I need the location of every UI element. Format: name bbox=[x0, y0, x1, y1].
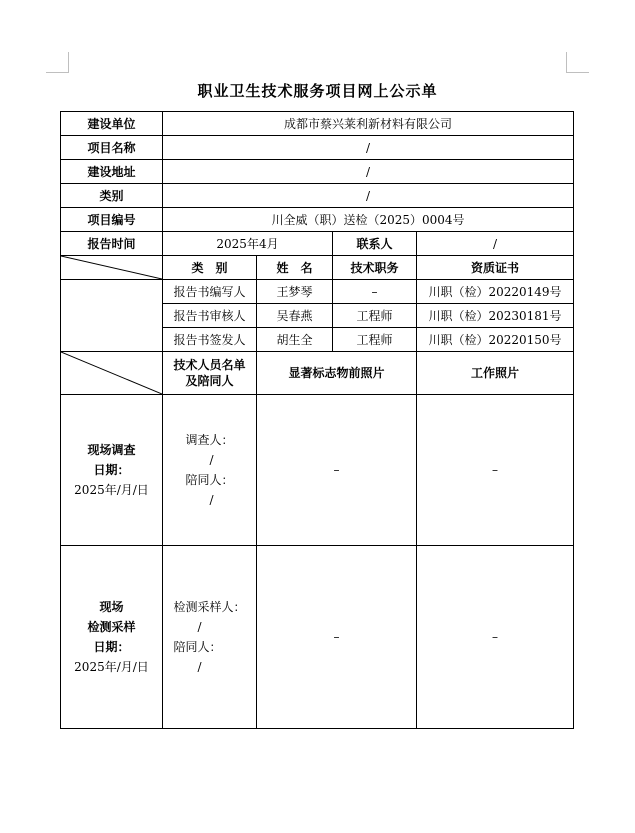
label-construction-address: 建设地址 bbox=[61, 160, 163, 184]
row-report-time bbox=[61, 232, 574, 256]
row-project-number bbox=[61, 208, 574, 232]
staff-role: 报告书审核人 bbox=[163, 304, 257, 328]
site-survey-work-photo: – bbox=[417, 395, 574, 546]
site-sampling-staff-cell bbox=[163, 546, 257, 729]
site-survey-label-cell bbox=[61, 395, 163, 546]
document-title: 职业卫生技术服务项目网上公示单 bbox=[197, 82, 438, 100]
value-project-name: / bbox=[163, 136, 574, 160]
staff-certificate: 川职（检）20230181号 bbox=[417, 304, 574, 328]
value-report-time: 2025年4月 bbox=[163, 232, 333, 256]
row-construction-unit bbox=[61, 112, 574, 136]
staff-blank-cell bbox=[61, 280, 163, 352]
site-survey-staff-cell bbox=[163, 395, 257, 546]
row-category bbox=[61, 184, 574, 208]
header-role-type: 类 别 bbox=[163, 256, 257, 280]
sampling-companion-label: 陪同人： bbox=[173, 640, 222, 654]
row-construction-address bbox=[61, 160, 574, 184]
site-survey-date: 2025年/月/日 bbox=[74, 483, 149, 497]
value-category: / bbox=[163, 184, 574, 208]
staff-certificate: 川职（检）20220150号 bbox=[417, 328, 574, 352]
page-corner-mark-top-right bbox=[566, 52, 589, 73]
site-sampling-date-label: 日期： bbox=[93, 640, 130, 654]
site-sampling-title-line2: 检测采样 bbox=[87, 620, 136, 634]
site-survey-landmark-photo: – bbox=[257, 395, 417, 546]
label-contact: 联系人 bbox=[333, 232, 417, 256]
site-sampling-work-photo: – bbox=[417, 546, 574, 729]
row-project-name bbox=[61, 136, 574, 160]
survey-companion-label: 陪同人： bbox=[185, 473, 234, 487]
staff-row bbox=[61, 280, 574, 304]
site-survey-date-label: 日期： bbox=[93, 463, 130, 477]
site-sampling-label-cell bbox=[61, 546, 163, 729]
label-report-time: 报告时间 bbox=[61, 232, 163, 256]
header-technical-title: 技术职务 bbox=[333, 256, 417, 280]
investigator-label: 调查人： bbox=[185, 433, 234, 447]
sampling-companion-value: / bbox=[197, 660, 202, 674]
header-certificate: 资质证书 bbox=[417, 256, 574, 280]
value-construction-unit: 成都市蔡兴莱利新材料有限公司 bbox=[163, 112, 574, 136]
row-photo-header bbox=[61, 352, 574, 395]
header-work-photo: 工作照片 bbox=[417, 352, 574, 395]
label-construction-unit: 建设单位 bbox=[61, 112, 163, 136]
site-sampling-date: 2025年/月/日 bbox=[74, 660, 149, 674]
site-sampling-landmark-photo: – bbox=[257, 546, 417, 729]
value-contact: / bbox=[417, 232, 574, 256]
staff-role: 报告书签发人 bbox=[163, 328, 257, 352]
page-corner-mark-top-left bbox=[46, 52, 69, 73]
header-staff-list-line1: 技术人员名单 bbox=[173, 358, 246, 372]
investigator-value: / bbox=[209, 453, 214, 467]
diagonal-header-cell bbox=[61, 352, 163, 395]
staff-title: 工程师 bbox=[333, 304, 417, 328]
staff-certificate: 川职（检）20220149号 bbox=[417, 280, 574, 304]
staff-name: 王梦琴 bbox=[257, 280, 333, 304]
label-category: 类别 bbox=[61, 184, 163, 208]
value-construction-address: / bbox=[163, 160, 574, 184]
row-site-sampling bbox=[61, 546, 574, 729]
staff-title: – bbox=[333, 280, 417, 304]
site-survey-title: 现场调查 bbox=[87, 443, 136, 457]
survey-companion-value: / bbox=[209, 493, 214, 507]
staff-name: 吴春燕 bbox=[257, 304, 333, 328]
staff-name: 胡生全 bbox=[257, 328, 333, 352]
row-staff-header bbox=[61, 256, 574, 280]
publicity-form-table bbox=[60, 111, 574, 729]
header-name: 姓 名 bbox=[257, 256, 333, 280]
staff-title: 工程师 bbox=[333, 328, 417, 352]
label-project-name: 项目名称 bbox=[61, 136, 163, 160]
label-project-number: 项目编号 bbox=[61, 208, 163, 232]
sampler-value: / bbox=[197, 620, 202, 634]
site-sampling-title-line1: 现场 bbox=[99, 600, 124, 614]
row-site-survey bbox=[61, 395, 574, 546]
value-project-number: 川全威（职）送检（2025）0004号 bbox=[163, 208, 574, 232]
header-staff-list bbox=[163, 352, 257, 395]
sampler-label: 检测采样人： bbox=[173, 600, 246, 614]
header-landmark-photo: 显著标志物前照片 bbox=[257, 352, 417, 395]
staff-role: 报告书编写人 bbox=[163, 280, 257, 304]
header-staff-list-line2: 及陪同人 bbox=[185, 374, 234, 388]
diagonal-line bbox=[61, 256, 162, 279]
diagonal-line bbox=[61, 352, 162, 394]
diagonal-header-cell bbox=[61, 256, 163, 280]
